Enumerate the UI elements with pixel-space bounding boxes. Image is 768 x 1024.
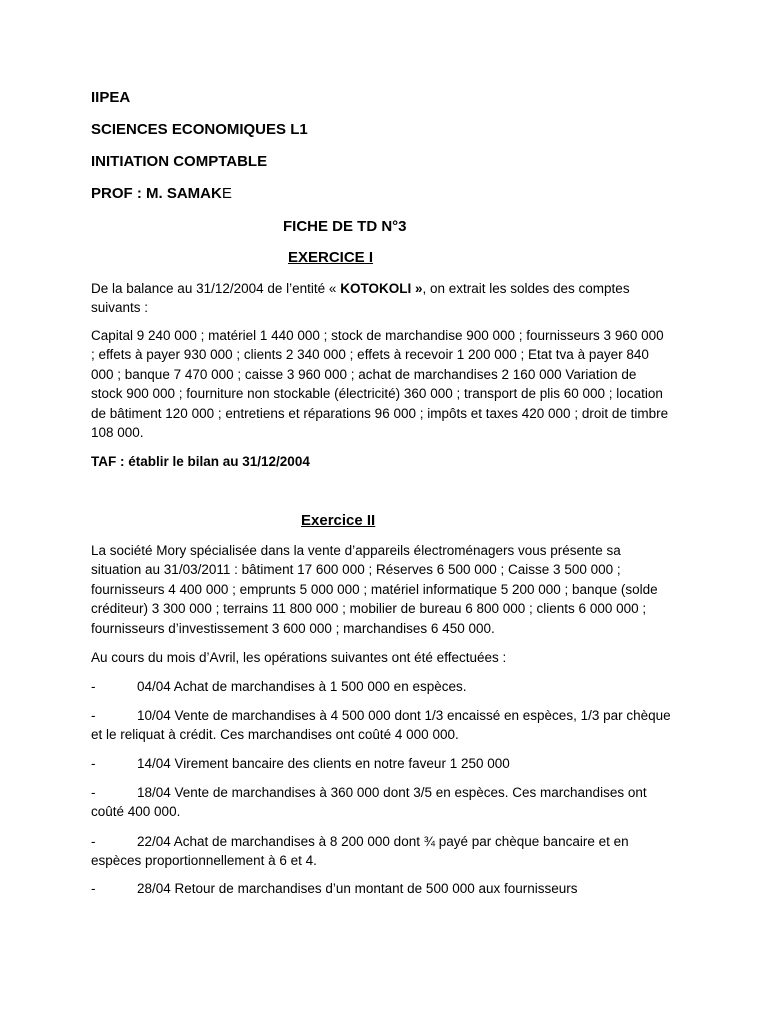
list-dash: -: [91, 881, 96, 896]
operation-text: 14/04 Virement bancaire des clients en notre faveur 1 250 000: [137, 756, 510, 771]
exercise1-task: TAF : établir le bilan au 31/12/2004: [91, 454, 310, 469]
exercise1-intro: [91, 279, 671, 318]
program-name: SCIENCES ECONOMIQUES L1: [91, 121, 308, 138]
list-dash: -: [91, 708, 96, 723]
operations-intro: Au cours du mois d’Avril, les opérations suivantes ont été effectuées :: [91, 650, 507, 665]
list-item: [91, 783, 671, 822]
intro-text-before: De la balance au 31/12/2004 de l’entité «: [91, 281, 341, 296]
course-name: INITIATION COMPTABLE: [91, 153, 268, 170]
professor-line: [91, 185, 232, 203]
operation-text: 28/04 Retour de marchandises d’un montant de 500 000 aux fournisseurs: [137, 881, 578, 896]
professor-name: PROF : M. SAMAK: [91, 185, 222, 202]
list-item: [91, 832, 671, 871]
exercise2-heading: Exercice II: [301, 512, 376, 529]
sheet-title: FICHE DE TD N°3: [283, 218, 407, 235]
exercise2-situation: La société Mory spécialisée dans la vente d’appareils électroménagers vous présente sa situation au 31/03/2011 : bâtiment 17 600 000 ; Réserves 6 500 000 ; Caisse 3 500 000 ; fournisseurs 4 400 000 ; emprunts 5 000 000 ; matériel informatique 5 200 000 ; banque (solde créditeur) 3 300 000 ; terrains 11 800 000 ; mobilier de bureau 6 800 000 ; clients 6 000 000 ; fournisseurs d’investissement 3 600 000 ; marchandises 6 450 000.: [91, 543, 658, 636]
list-item: [91, 677, 671, 696]
exercise1-heading: EXERCICE I: [288, 249, 374, 266]
intro-text-after: , on extrait les soldes des comptes suivants :: [91, 281, 630, 316]
operation-text: 22/04 Achat de marchandises à 8 200 000 dont ¾ payé par chèque bancaire et en espèces proportionnellement à 6 et 4.: [91, 834, 629, 869]
list-item: [91, 879, 671, 898]
list-item: [91, 754, 671, 773]
list-dash: -: [91, 834, 96, 849]
list-dash: -: [91, 679, 96, 694]
operation-text: 04/04 Achat de marchandises à 1 500 000 en espèces.: [137, 679, 467, 694]
operation-text: 18/04 Vente de marchandises à 360 000 dont 3/5 en espèces. Ces marchandises ont coûté 400 000.: [91, 785, 647, 820]
list-dash: -: [91, 785, 96, 800]
list-dash: -: [91, 756, 96, 771]
professor-name-tail: E: [221, 185, 232, 202]
entity-name: KOTOKOLI »: [340, 281, 423, 296]
exercise1-accounts: Capital 9 240 000 ; matériel 1 440 000 ; stock de marchandise 900 000 ; fournisseurs 3 960 000 ; effets à payer 930 000 ; clients 2 340 000 ; effets à recevoir 1 200 000 ; Etat tva à payer 840 000 ; banque 7 470 000 ; caisse 3 960 000 ; achat de marchandises 2 160 000 Variation de stock 900 000 ; fourniture non stockable (électricité) 360 000 ; transport de plis 60 000 ; location de bâtiment 120 000 ; entretiens et réparations 96 000 ; impôts et taxes 420 000 ; droit de timbre 108 000.: [91, 328, 669, 441]
list-item: [91, 706, 671, 745]
operation-text: 10/04 Vente de marchandises à 4 500 000 dont 1/3 encaissé en espèces, 1/3 par chèque et le reliquat à crédit. Ces marchandises ont coûté 4 000 000.: [91, 708, 671, 743]
school-name: IIPEA: [91, 89, 131, 106]
